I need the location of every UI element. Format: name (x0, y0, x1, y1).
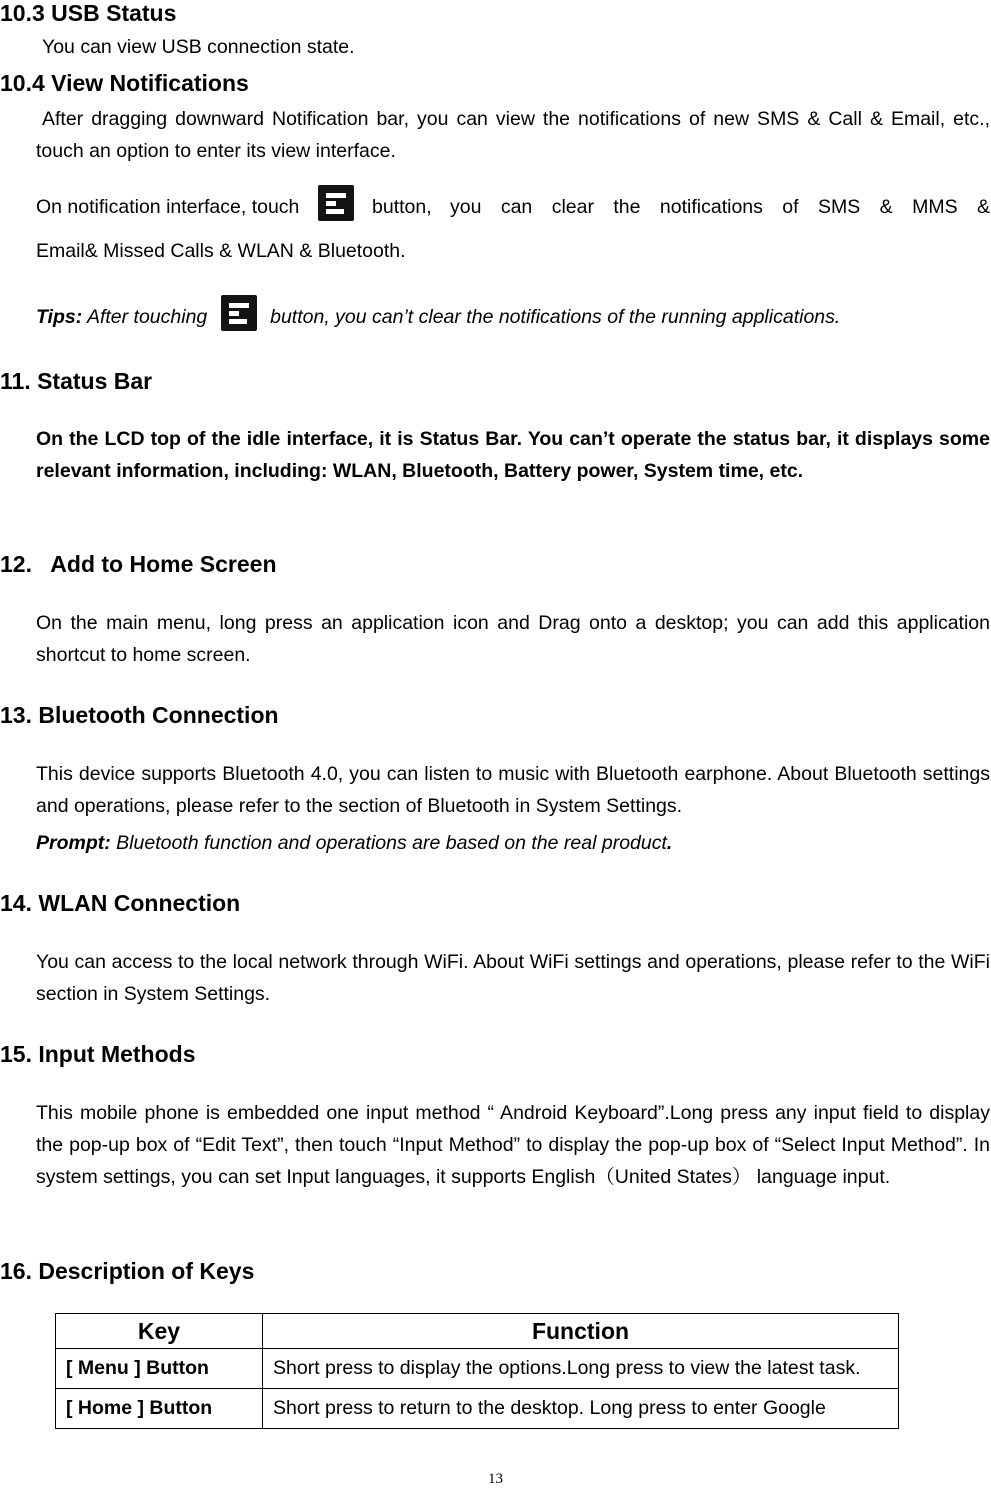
tips-before: After touching (86, 306, 208, 328)
tips-line (36, 295, 990, 331)
clear-notifications-line2: Email& Missed Calls & WLAN & Bluetooth. (36, 240, 406, 262)
view-notifications-paragraph: After dragging downward Notification bar, you can view the notifications of new SMS & Call & Email, etc., touch an option to enter its view interface. (36, 108, 990, 162)
bluetooth-paragraph: This device supports Bluetooth 4.0, you can listen to music with Bluetooth earphone. About Bluetooth settings and operations, please refer to the section of Bluetooth in System Settings. (36, 763, 990, 817)
table-row (56, 1349, 899, 1389)
column-header-key: Key (56, 1314, 263, 1349)
heading-status-bar: 11. Status Bar (0, 368, 153, 394)
heading-view-notifications: 10.4 View Notifications (0, 70, 249, 96)
tips-after: button, you can’t clear the notifications of the running applications. (270, 306, 841, 328)
heading-input-methods: 15. Input Methods (0, 1041, 196, 1067)
heading-description-of-keys: 16. Description of Keys (0, 1258, 255, 1284)
clear-button-icon (318, 185, 354, 221)
table-header-row (56, 1314, 899, 1349)
prompt-end: . (666, 832, 673, 854)
clear-line-button-word (372, 193, 432, 221)
page-number: 13 (488, 1471, 503, 1487)
usb-status-text: You can view USB connection state. (42, 36, 355, 58)
clear-notifications-icon (221, 295, 257, 331)
input-methods-paragraph: This mobile phone is embedded one input method “ Android Keyboard”.Long press any input field to display the pop-up box of “Edit Text”, then touch “Input Method” to display the pop-up box of “Select Input Method”. In system settings, you can set Input languages, it supports English（United States） language input. (36, 1102, 990, 1188)
keys-table (55, 1313, 899, 1429)
status-bar-paragraph: On the LCD top of the idle interface, it is Status Bar. You can’t operate the status bar, it displays some relevant information, including: WLAN, Bluetooth, Battery power, System time, etc. (36, 428, 990, 482)
table-cell-function: Short press to return to the desktop. Long press to enter Google (263, 1389, 899, 1429)
table-row (56, 1389, 899, 1429)
heading-bluetooth-connection: 13. Bluetooth Connection (0, 702, 279, 728)
table-cell-key: [ Menu ] Button (56, 1349, 263, 1389)
prompt-text: Bluetooth function and operations are based on the real product (116, 832, 667, 854)
wlan-paragraph: You can access to the local network through WiFi. About WiFi settings and operations, please refer to the WiFi section in System Settings. (36, 951, 990, 1005)
clear-line-part2: you can clear the notifications of SMS & MMS & (449, 196, 990, 218)
button-word: button, (372, 196, 432, 218)
table-cell-function: Short press to display the options.Long press to view the latest task. (263, 1349, 899, 1389)
add-home-screen-paragraph: On the main menu, long press an application icon and Drag onto a desktop; you can add this application shortcut to home screen. (36, 612, 990, 666)
heading-usb-status: 10.3 USB Status (0, 0, 177, 26)
heading-wlan-connection: 14. WLAN Connection (0, 890, 241, 916)
heading-add-home-screen: 12. Add to Home Screen (0, 551, 277, 577)
clear-line-part1: On notification interface, touch (36, 196, 300, 218)
bluetooth-prompt-line (36, 829, 990, 857)
table-cell-key: [ Home ] Button (56, 1389, 263, 1429)
column-header-function: Function (263, 1314, 899, 1349)
clear-notifications-line (36, 193, 990, 221)
tips-label: Tips: (36, 306, 83, 328)
prompt-label: Prompt: (36, 832, 111, 854)
